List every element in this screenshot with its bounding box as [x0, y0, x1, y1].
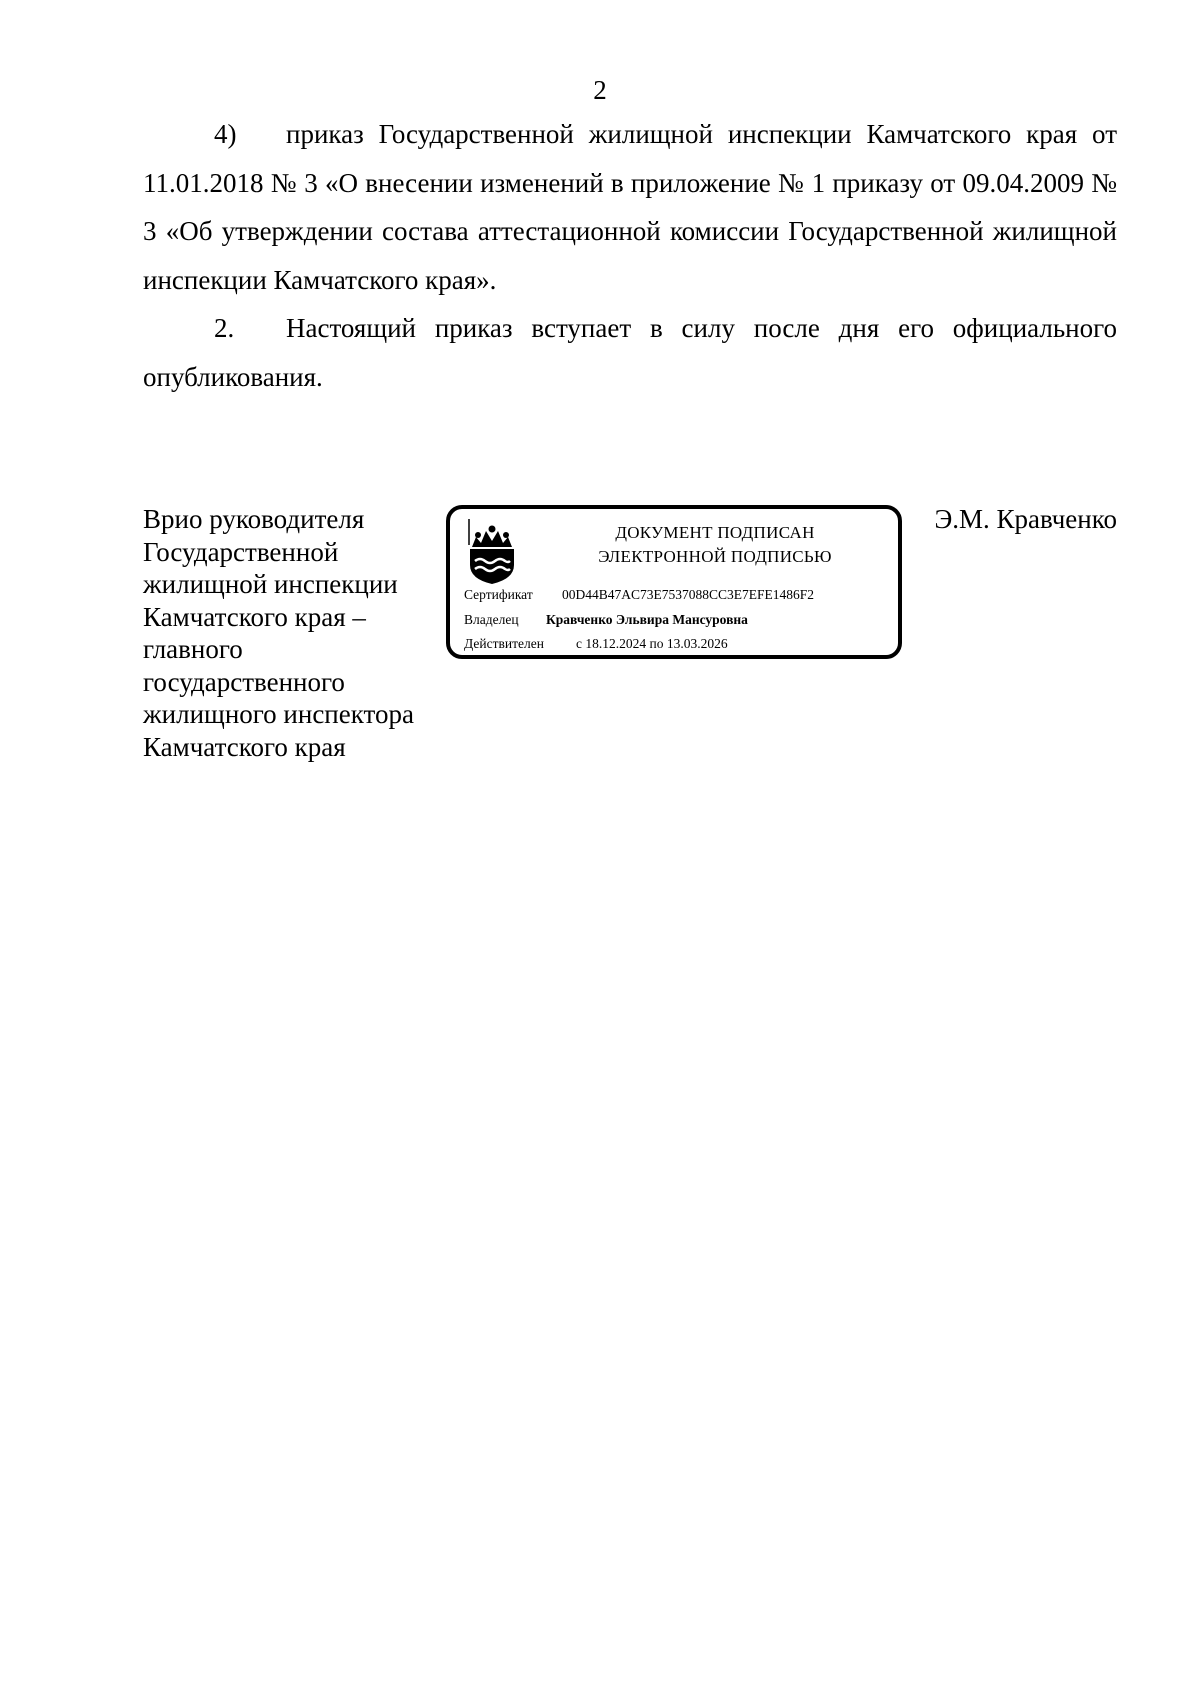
validity-label: Действителен	[464, 636, 544, 651]
owner-value: Кравченко Эльвира Мансуровна	[546, 612, 748, 627]
paragraph-number: 2.	[214, 313, 235, 343]
paragraph-item-2	[143, 304, 1117, 401]
electronic-signature-stamp	[446, 505, 902, 659]
stamp-heading-line: ДОКУМЕНТ ПОДПИСАН	[615, 523, 815, 542]
paragraph-item-4	[143, 110, 1117, 304]
stamp-heading	[550, 521, 880, 569]
certificate-label: Сертификат	[464, 587, 533, 602]
signatory-title: Врио руководителя Государственной жилищной инспекции Камчатского края – главного государственного жилищного инспектора Камчатского края	[143, 504, 414, 762]
paragraph-text: Настоящий приказ вступает в силу после дня его официального опубликования.	[143, 313, 1117, 392]
paragraph-text: приказ Государственной жилищной инспекции Камчатского края от 11.01.2018 № 3 «О внесении изменений в приложение № 1 приказу от 09.04.2009 № 3 «Об утверждении состава аттестационной комиссии Государственной жилищной инспекции Камчатского края».	[143, 119, 1117, 295]
paragraph-number: 4)	[214, 119, 237, 149]
owner-label: Владелец	[464, 612, 519, 627]
signatory-name: Э.М. Кравченко	[934, 504, 1117, 534]
stamp-certificate-row	[464, 586, 814, 604]
certificate-value: 00D44B47AC73E7537088CC3E7EFE1486F2	[562, 587, 815, 602]
stamp-heading-line: ЭЛЕКТРОННОЙ ПОДПИСЬЮ	[598, 547, 832, 566]
kamchatka-coat-of-arms-icon	[466, 519, 518, 585]
page-number: 2	[593, 75, 607, 105]
stamp-validity-row	[464, 635, 728, 653]
validity-value: с 18.12.2024 по 13.03.2026	[576, 636, 728, 651]
stamp-owner-row	[464, 611, 748, 629]
document-body	[143, 110, 1117, 401]
